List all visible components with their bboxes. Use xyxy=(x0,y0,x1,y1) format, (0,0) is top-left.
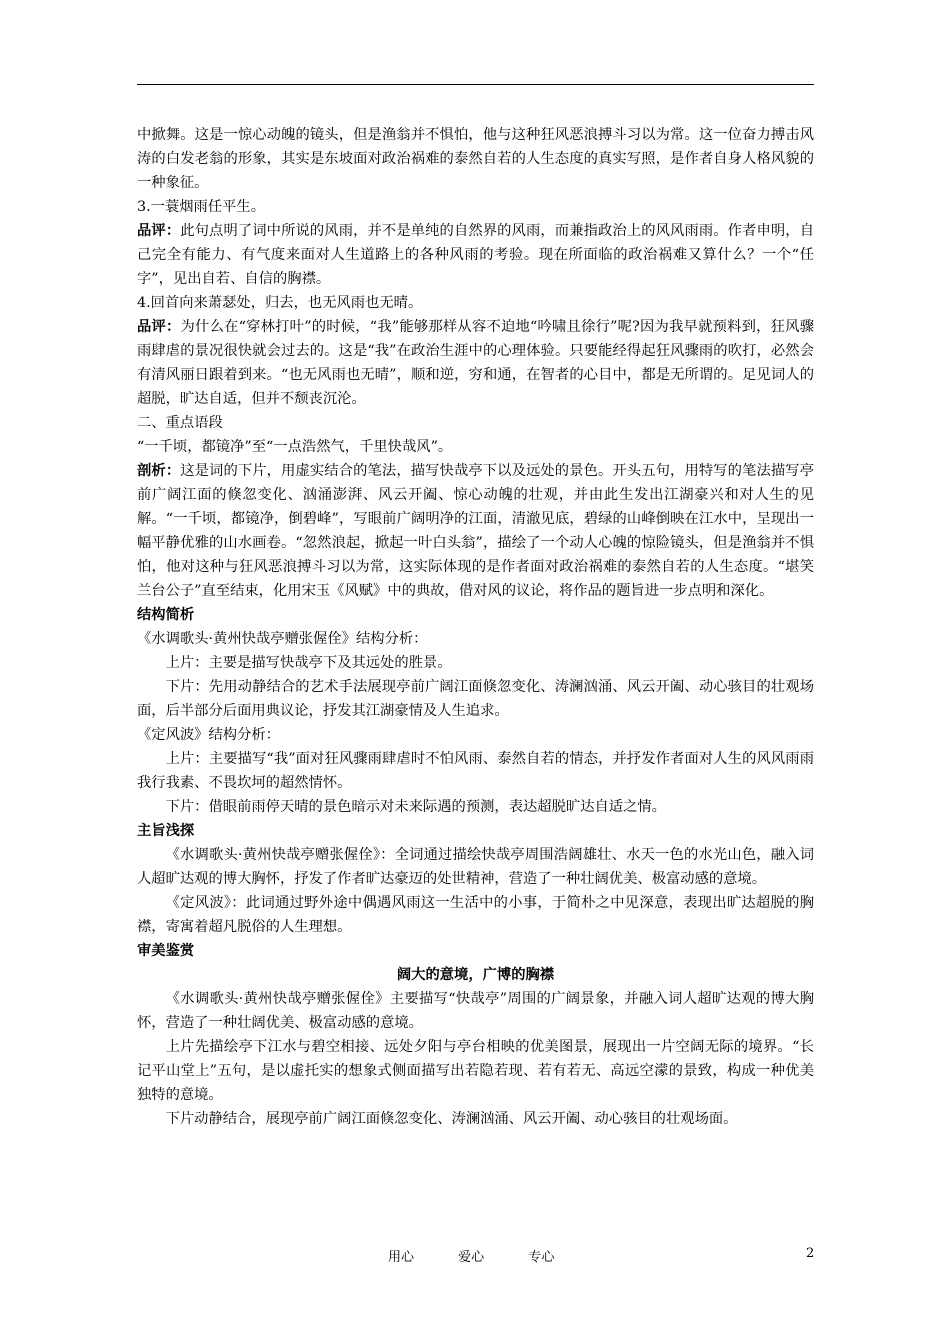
paragraph-text: 3.一蓑烟雨任平生。 xyxy=(137,199,266,215)
paragraph xyxy=(137,435,814,459)
paragraph-text: 下片动静结合，展现亭前广阔江面倏忽变化、涛澜汹涌、风云开阖、动心骇目的壮观场面。 xyxy=(165,1111,738,1127)
paragraph-text: 为什么在“穿林打叶”的时候，“我”能够那样从容不迫地“吟啸且徐行”呢?因为我早就预料到，狂风骤雨肆虐的景况很快就会过去的。这是“我”在政治生涯中的心理体验。只要能经得起狂风骤雨的吹打，必然会有清风丽日跟着到来。“也无风雨也无晴”，顺和逆，穷和通，在智者的心目中，都是无所谓的。足见词人的超脱，旷达自适，但并不颓丧沉沦。 xyxy=(137,319,814,407)
paragraph-text: 中掀舞。这是一惊心动魄的镜头，但是渔翁并不惧怕，他与这种狂风恶浪搏斗习以为常。这一位奋力搏击风涛的白发老翁的形象，其实是东坡面对政治祸难的泰然自若的人生态度的真实写照，是作者自身人格风貌的一种象征。 xyxy=(137,127,814,191)
paragraph-text: 二、重点语段 xyxy=(137,415,223,431)
paragraph xyxy=(137,291,814,315)
paragraph xyxy=(137,747,814,795)
paragraph-text: 上片：主要是描写快哉亭下及其远处的胜景。 xyxy=(165,655,452,671)
paragraph xyxy=(137,195,814,219)
paragraph xyxy=(137,723,814,747)
paragraph xyxy=(137,1107,814,1131)
paragraph xyxy=(137,843,814,891)
paragraph-text: 《水调歌头·黄州快哉亭赠张偓佺》主要描写“快哉亭”周围的广阔景象，并融入词人超旷达观的博大胸怀，营造了一种壮阔优美、极富动感的意境。 xyxy=(137,991,814,1031)
paragraph-text: 阔大的意境，广博的胸襟 xyxy=(396,967,555,983)
paragraph-text: “一千顷，都镜净”至“一点浩然气，千里快哉风”。 xyxy=(137,439,453,455)
paragraph xyxy=(137,459,814,603)
paragraph xyxy=(137,987,814,1035)
paragraph xyxy=(137,123,814,195)
section-heading xyxy=(137,603,814,627)
footer-slogan xyxy=(388,1246,594,1265)
section-heading xyxy=(137,963,814,987)
page-footer xyxy=(0,1246,950,1270)
paragraph xyxy=(137,651,814,675)
paragraph xyxy=(137,675,814,723)
footer-slogan-item: 专心 xyxy=(528,1250,555,1265)
paragraph xyxy=(137,795,814,819)
section-heading xyxy=(137,819,814,843)
paragraph xyxy=(137,315,814,411)
paragraph-label: 品评： xyxy=(137,223,181,239)
footer-slogan-item: 用心 xyxy=(388,1250,415,1265)
paragraph-label: 剖析： xyxy=(137,463,181,479)
paragraph-text: 上片先描绘亭下江水与碧空相接、远处夕阳与亭台相映的优美图景，展现出一片空阔无际的境界。“长记平山堂上”五句，是以虚托实的想象式侧面描写出若隐若现、若有若无、高远空濛的景致，构成一种优美独特的意境。 xyxy=(137,1039,814,1103)
paragraph xyxy=(137,891,814,939)
paragraph-text: 这是词的下片，用虚实结合的笔法，描写快哉亭下以及远处的景色。开头五句，用特写的笔法描写亭前广阔江面的倏忽变化、汹涌澎湃、风云开阖、惊心动魄的壮观，并由此生发出江湖豪兴和对人生的见解。“一千顷，都镜净，倒碧峰”，写眼前广阔明净的江面，清澈见底，碧绿的山峰倒映在江水中，呈现出一幅平静优雅的山水画卷。“忽然浪起，掀起一叶白头翁”，描绘了一个动人心魄的惊险镜头，但是渔翁并不惧怕，他对这种与狂风恶浪搏斗习以为常，这实际体现的是作者面对政治祸难的泰然自若的人生态度。“堪笑兰台公子”直至结束，化用宋玉《风赋》中的典故，借对风的议论，将作品的题旨进一步点明和深化。 xyxy=(137,463,815,599)
footer-slogan-item: 爱心 xyxy=(458,1250,485,1265)
page-number: 2 xyxy=(806,1246,815,1261)
paragraph-text: 《定风波》结构分析： xyxy=(137,727,280,743)
paragraph-text: 结构简析 xyxy=(137,607,195,623)
paragraph xyxy=(137,219,814,291)
paragraph xyxy=(137,627,814,651)
document-body xyxy=(137,123,814,1131)
paragraph-text: 《水调歌头·黄州快哉亭赠张偓佺》结构分析： xyxy=(137,631,428,647)
paragraph-text: 《定风波》：此词通过野外途中偶遇风雨这一生活中的小事，于简朴之中见深意，表现出旷达超脱的胸襟，寄寓着超凡脱俗的人生理想。 xyxy=(137,895,814,935)
paragraph-text: 此句点明了词中所说的风雨，并不是单纯的自然界的风雨，而兼指政治上的风风雨雨。作者申明，自己完全有能力、有气度来面对人生道路上的各种风雨的考验。现在所面临的政治祸难又算什么？一个“任字”，见出自若、自信的胸襟。 xyxy=(137,223,815,287)
paragraph-text: 审美鉴赏 xyxy=(137,943,195,959)
paragraph-text: 4.回首向来萧瑟处，归去，也无风雨也无晴。 xyxy=(137,295,423,311)
paragraph-text: 上片：主要描写“我”面对狂风骤雨肆虐时不怕风雨、泰然自若的情态，并抒发作者面对人生的风风雨雨我行我素、不畏坎坷的超然情怀。 xyxy=(137,751,814,791)
paragraph-text: 下片：先用动静结合的艺术手法展现亭前广阔江面倏忽变化、涛澜汹涌、风云开阖、动心骇目的壮观场面，后半部分后面用典议论，抒发其江湖豪情及人生追求。 xyxy=(137,679,814,719)
paragraph xyxy=(137,411,814,435)
paragraph-label: 品评： xyxy=(137,319,181,335)
paragraph-text: 主旨浅探 xyxy=(137,823,195,839)
section-heading xyxy=(137,939,814,963)
paragraph xyxy=(137,1035,814,1107)
paragraph-text: 《水调歌头·黄州快哉亭赠张偓佺》：全词通过描绘快哉亭周围浩阔雄壮、水天一色的水光山色，融入词人超旷达观的博大胸怀，抒发了作者旷达豪迈的处世精神，营造了一种壮阔优美、极富动感的意境。 xyxy=(137,847,814,887)
paragraph-text: 下片：借眼前雨停天晴的景色暗示对未来际遇的预测，表达超脱旷达自适之情。 xyxy=(165,799,666,815)
header-rule xyxy=(137,84,814,85)
